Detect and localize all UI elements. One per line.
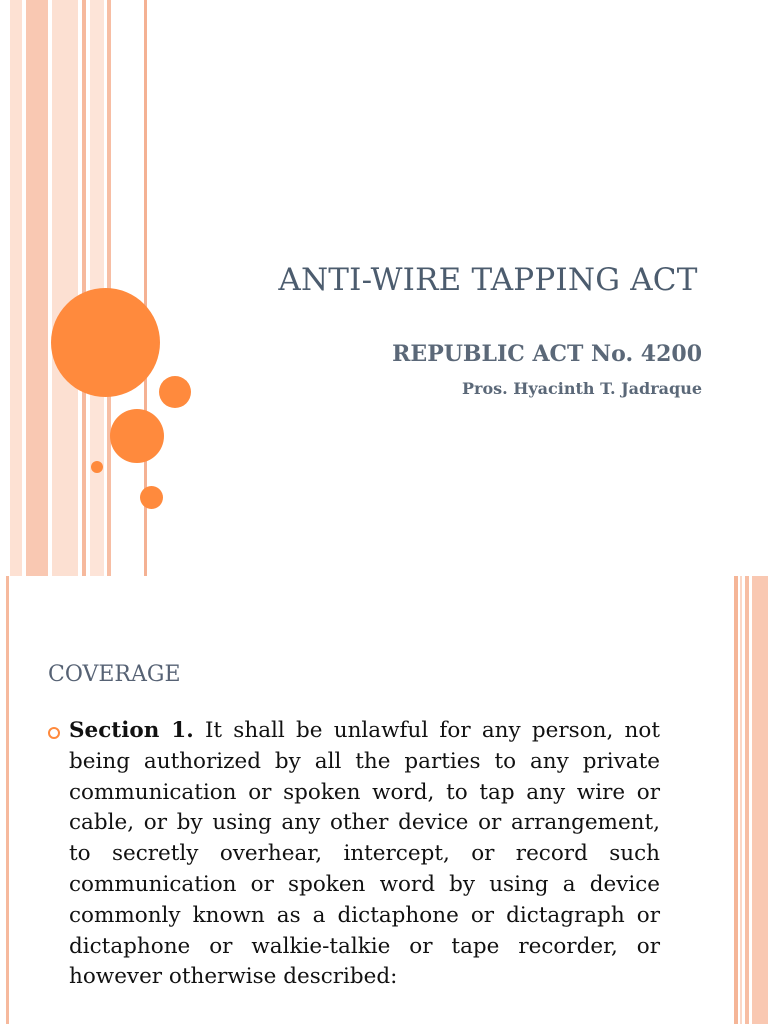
decorative-stripe [6, 576, 9, 1024]
large-circle-icon [51, 288, 160, 397]
decorative-stripe [752, 576, 768, 1024]
tiny-circle-icon [91, 461, 103, 473]
slide-title-text: ANTI-WIRE TAPPING ACT [278, 262, 698, 298]
bullet-item [48, 716, 660, 993]
small-circle-icon [159, 376, 191, 408]
small-circle-icon [140, 486, 163, 509]
author-name: Pros. Hyacinth T. Jadraque [461, 379, 702, 398]
decorative-stripe [82, 0, 86, 576]
section-label: Section 1. [69, 718, 194, 743]
bullet-text [69, 716, 660, 993]
slide-subtitle: REPUBLIC ACT No. 4200 [392, 341, 702, 367]
bullet-circle-icon [48, 727, 60, 739]
decorative-stripe [734, 576, 738, 1024]
medium-circle-icon [110, 409, 164, 463]
decorative-stripe [10, 0, 22, 576]
decorative-stripe [740, 576, 742, 1024]
section-heading: COVERAGE [48, 662, 181, 687]
section-body: It shall be unlawful for any person, not being authorized by all the parties to any private communication or spoken word, to tap any wire or cable, or by using any other device or arrangement, to secretly overhear, intercept, or record such communication or spoken word by using a device commonly known as a dictaphone or dictagraph or dictaphone or walkie-talkie or tape recorder, or however otherwise described: [69, 718, 660, 990]
slide-coverage [0, 576, 768, 1024]
decorative-stripe [52, 0, 78, 576]
decorative-stripe [745, 576, 749, 1024]
decorative-stripe [26, 0, 48, 576]
